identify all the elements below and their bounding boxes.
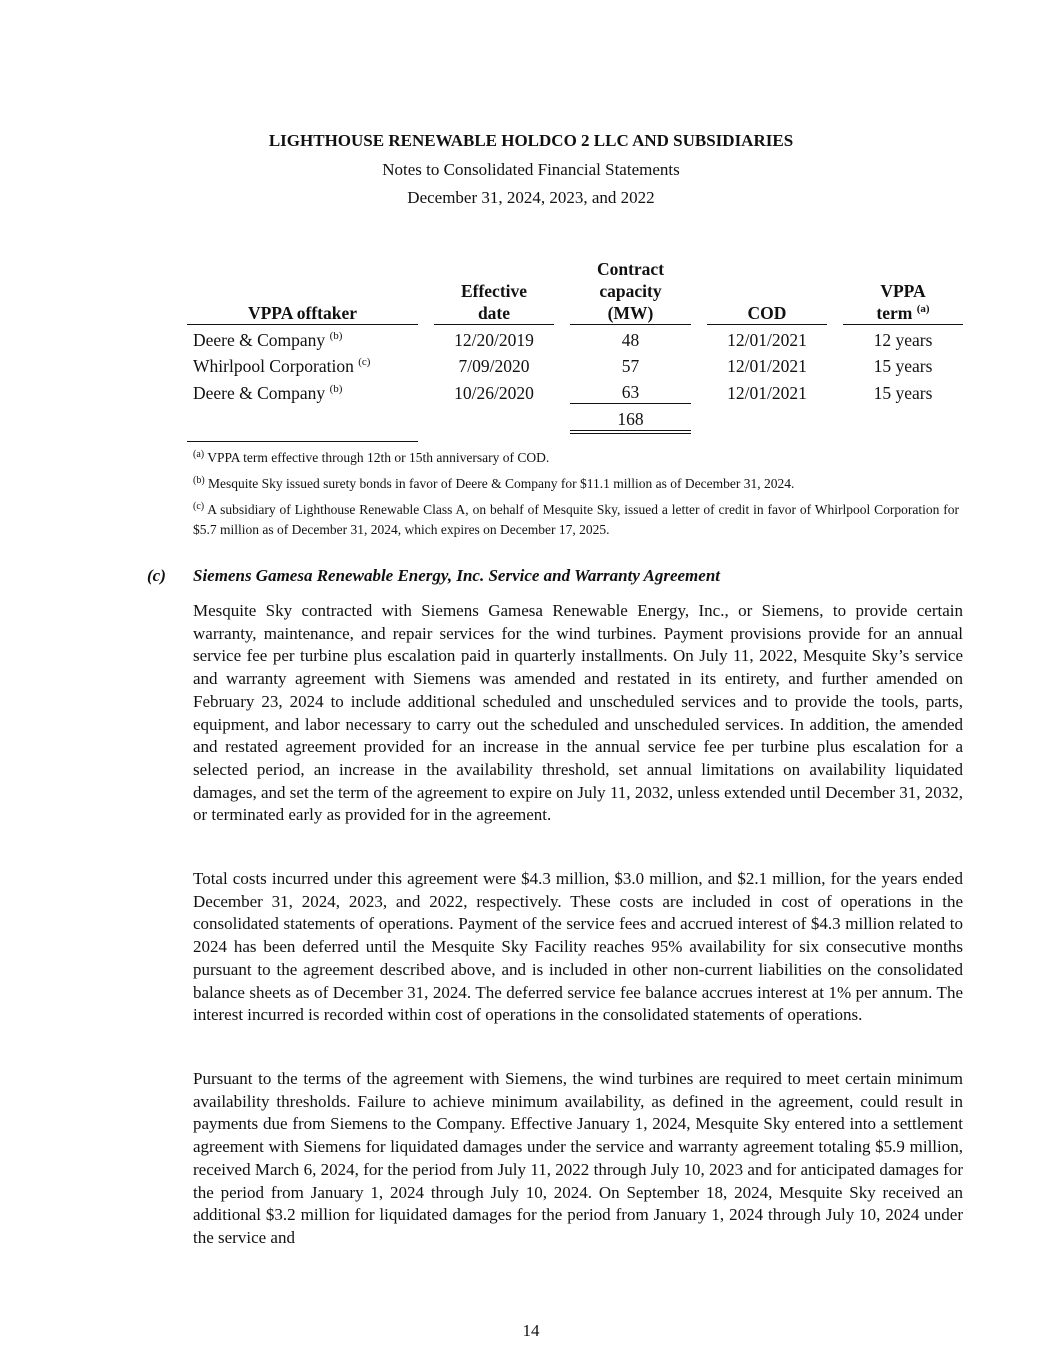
table-row [187,377,963,404]
section-label: (c) [147,566,166,585]
contract-capacity: 57 [621,356,640,376]
paragraph-2: Total costs incurred under this agreement were $4.3 million, $3.0 million, and $2.1 million, for the years ended December 31, 2024, 2023, and 2022, respectively. These costs are included in cost of operations in the consolidated statements of operations. Payment of the service fees and accrued interest of $4.3 million related to 2024 has been deferred until the Mesquite Sky Facility reaches 95% availability for six consecutive months pursuant to the agreement described above, and is included in other non-current liabilities on the consolidated balance sheets as of December 31, 2024. The deferred service fee balance accrues interest at 1% per annum. The interest incurred is recorded within cost of operations in the consolidated statements of operations. [193,869,963,1025]
footnote-c: $^{(c)}$ A subsidiary of Lighthouse Renewable Class A, on behalf of Mesquite Sky, issued a letter of credit in favor of Whirlpool Corporation for $5.7 million as of December 31, 2024, which expires on December 17, 2025. [193,501,959,537]
table-header-row [187,258,963,325]
effective-date: 12/20/2019 [454,330,534,350]
contract-capacity: 48 [621,330,640,350]
footnote-divider [187,441,418,442]
offtaker-name: Deere & Company [193,382,326,403]
page-number: 14 [522,1321,540,1340]
footnote-ref: (c) [358,356,371,368]
column-header-contract-capacity: Contract capacity (MW) [570,258,691,325]
document-subtitle: Notes to Consolidated Financial Statements [382,160,680,179]
offtaker-name: Deere & Company [193,330,326,350]
column-header-effective-date: Effective date [434,258,554,325]
vppa-term: 15 years [873,382,933,403]
cod-date: 12/01/2021 [727,382,807,403]
contract-capacity: 63 [621,382,640,402]
paragraph-1: Mesquite Sky contracted with Siemens Gamesa Renewable Energy, Inc., or Siemens, to provide certain warranty, maintenance, and repair services for the wind turbines. Payment provisions provide for an annual service fee per turbine plus escalation paid in quarterly installments. On July 11, 2022, Mesquite Sky’s service and warranty agreement with Siemens was amended and restated in its entirety, and further amended on February 23, 2024 to include additional scheduled and unscheduled services and to provide the tools, parts, equipment, and labor necessary to carry out the scheduled and unscheduled services. In addition, the amended and restated agreement provided for an increase in the annual service fee per turbine plus escalation for a selected period, an increase in the availability threshold, set annual limitations on availability liquidated damages, and set the term of the agreement to expire on July 11, 2032, unless extended until December 31, 2032, or terminated early as provided for in the agreement. [193,601,963,825]
section-title: Siemens Gamesa Renewable Energy, Inc. Service and Warranty Agreement [193,566,720,585]
footnote-b: $^{(b)}$ Mesquite Sky issued surety bonds in favor of Deere & Company for $11.1 million as of December 31, 2024. [193,475,795,491]
footnote-ref: (b) [329,330,343,342]
company-name: LIGHTHOUSE RENEWABLE HOLDCO 2 LLC AND SUBSIDIARIES [268,131,794,150]
offtaker-name: Whirlpool Corporation [193,356,354,376]
footnote-a: $^{(a)}$ VPPA term effective through 12th or 15th anniversary of COD. [193,449,550,465]
column-header-offtaker: VPPA offtaker [187,258,418,325]
column-header-vppa-term: VPPA term $^{(a)}$ [843,258,963,325]
cod-date: 12/01/2021 [727,356,807,376]
table-total-row [187,404,963,433]
effective-date: 10/26/2020 [454,382,534,403]
total-capacity: 168 [570,404,691,433]
table-row [187,325,963,352]
vppa-table [187,258,963,434]
cod-date: 12/01/2021 [727,330,807,350]
document-period: December 31, 2024, 2023, and 2022 [407,188,655,207]
table-row [187,351,963,377]
footnote-ref: (b) [329,382,343,395]
vppa-term: 12 years [873,330,933,350]
vppa-term: 15 years [873,356,933,376]
paragraph-3: Pursuant to the terms of the agreement with Siemens, the wind turbines are required to meet certain minimum availability thresholds. Failure to achieve minimum availability, as defined in the agreement, could result in payments due from Siemens to the Company. Effective January 1, 2024, Mesquite Sky entered into a settlement agreement with Siemens for liquidated damages under the service and warranty agreement totaling $5.9 million, received March 6, 2024, for the period from July 11, 2022 through July 10, 2023 and for anticipated damages for the period from January 1, 2024 through July 10, 2024. On September 18, 2024, Mesquite Sky received an additional $3.2 million for liquidated damages for the period from January 1, 2024 through July 10, 2024 under the service and [193,1069,963,1247]
column-header-cod: COD [707,258,827,325]
effective-date: 7/09/2020 [458,356,530,376]
